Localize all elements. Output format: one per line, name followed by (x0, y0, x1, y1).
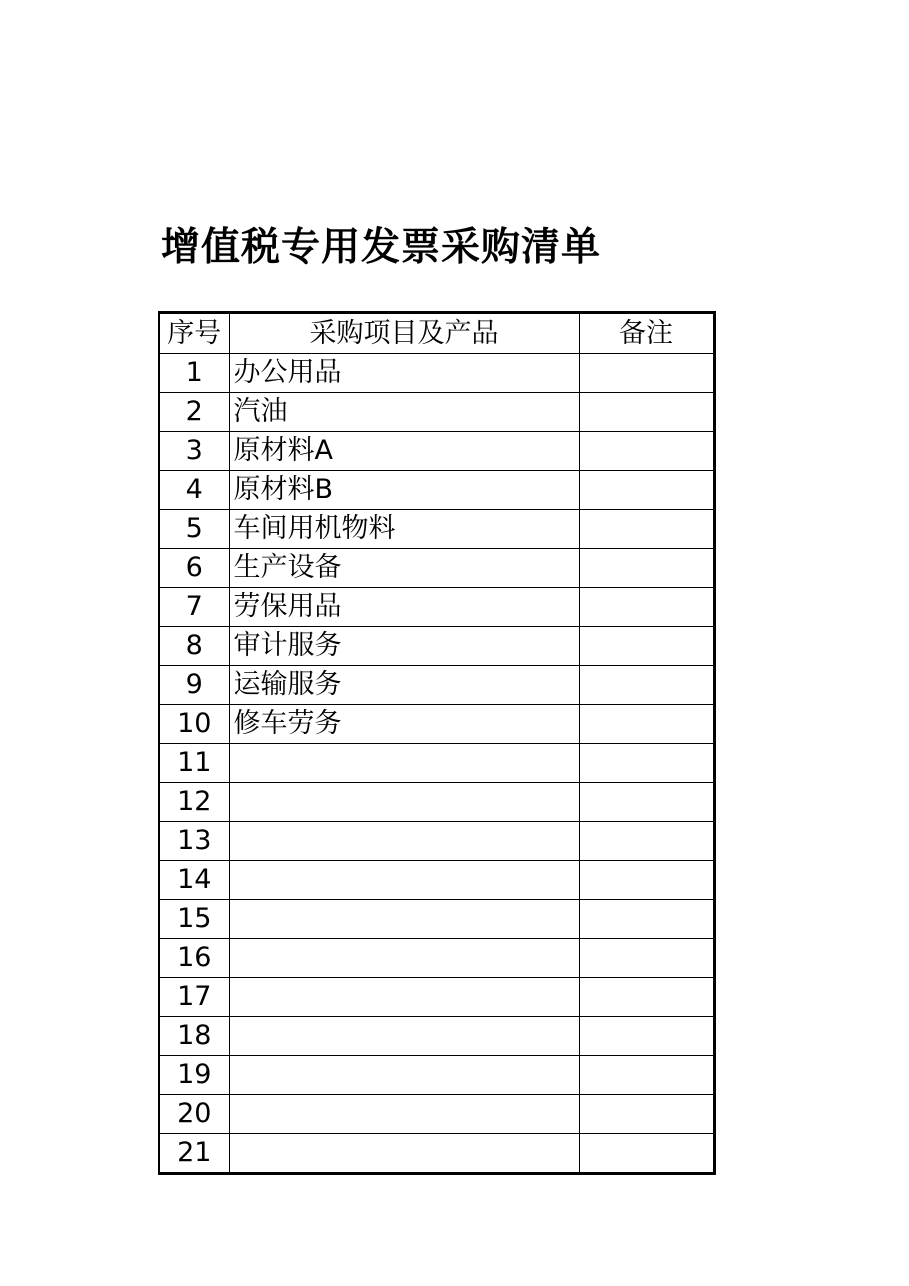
row-item (229, 978, 579, 1017)
table-row (159, 1095, 714, 1134)
row-note (579, 939, 714, 978)
row-seq: 16 (159, 939, 229, 978)
row-item: 原材料A (229, 432, 579, 471)
row-item (229, 861, 579, 900)
row-seq: 15 (159, 900, 229, 939)
row-note (579, 705, 714, 744)
table-body (159, 354, 714, 1174)
row-note (579, 393, 714, 432)
row-seq: 20 (159, 1095, 229, 1134)
header-item: 采购项目及产品 (229, 313, 579, 354)
table-row (159, 393, 714, 432)
row-seq: 10 (159, 705, 229, 744)
table-row (159, 510, 714, 549)
row-note (579, 471, 714, 510)
row-note (579, 1095, 714, 1134)
row-note (579, 861, 714, 900)
purchase-list-table (158, 311, 716, 1175)
row-seq: 6 (159, 549, 229, 588)
table-header-row (159, 313, 714, 354)
row-note (579, 1134, 714, 1174)
row-note (579, 822, 714, 861)
header-seq: 序号 (159, 313, 229, 354)
row-seq: 2 (159, 393, 229, 432)
row-note (579, 588, 714, 627)
row-item: 劳保用品 (229, 588, 579, 627)
row-seq: 21 (159, 1134, 229, 1174)
row-seq: 19 (159, 1056, 229, 1095)
row-item: 汽油 (229, 393, 579, 432)
row-item: 车间用机物料 (229, 510, 579, 549)
table-row (159, 1017, 714, 1056)
row-item: 修车劳务 (229, 705, 579, 744)
row-seq: 13 (159, 822, 229, 861)
table-row (159, 705, 714, 744)
table-row (159, 627, 714, 666)
row-note (579, 510, 714, 549)
row-item (229, 822, 579, 861)
row-item (229, 939, 579, 978)
row-note (579, 744, 714, 783)
row-item: 办公用品 (229, 354, 579, 393)
table-row (159, 744, 714, 783)
table-row (159, 666, 714, 705)
table-row (159, 822, 714, 861)
header-note: 备注 (579, 313, 714, 354)
row-item (229, 1134, 579, 1174)
table-row (159, 900, 714, 939)
row-item (229, 783, 579, 822)
row-item (229, 900, 579, 939)
table-row (159, 978, 714, 1017)
row-seq: 8 (159, 627, 229, 666)
row-seq: 4 (159, 471, 229, 510)
row-seq: 18 (159, 1017, 229, 1056)
row-note (579, 1017, 714, 1056)
table-row (159, 1056, 714, 1095)
table-row (159, 549, 714, 588)
row-seq: 17 (159, 978, 229, 1017)
row-seq: 14 (159, 861, 229, 900)
row-item (229, 744, 579, 783)
row-item: 原材料B (229, 471, 579, 510)
table-row (159, 783, 714, 822)
row-seq: 12 (159, 783, 229, 822)
row-seq: 3 (159, 432, 229, 471)
row-note (579, 432, 714, 471)
table-row (159, 471, 714, 510)
row-note (579, 900, 714, 939)
table-row (159, 432, 714, 471)
page-title: 增值税专用发票采购清单 (161, 225, 602, 270)
row-note (579, 627, 714, 666)
row-item: 运输服务 (229, 666, 579, 705)
table-row (159, 1134, 714, 1174)
table-row (159, 939, 714, 978)
row-item: 审计服务 (229, 627, 579, 666)
row-seq: 11 (159, 744, 229, 783)
table-row (159, 588, 714, 627)
table-row (159, 354, 714, 393)
row-item (229, 1017, 579, 1056)
row-note (579, 1056, 714, 1095)
row-seq: 5 (159, 510, 229, 549)
row-seq: 9 (159, 666, 229, 705)
row-note (579, 783, 714, 822)
row-item (229, 1056, 579, 1095)
row-item: 生产设备 (229, 549, 579, 588)
row-note (579, 354, 714, 393)
table-row (159, 861, 714, 900)
row-seq: 7 (159, 588, 229, 627)
row-note (579, 666, 714, 705)
row-seq: 1 (159, 354, 229, 393)
row-note (579, 978, 714, 1017)
row-item (229, 1095, 579, 1134)
row-note (579, 549, 714, 588)
